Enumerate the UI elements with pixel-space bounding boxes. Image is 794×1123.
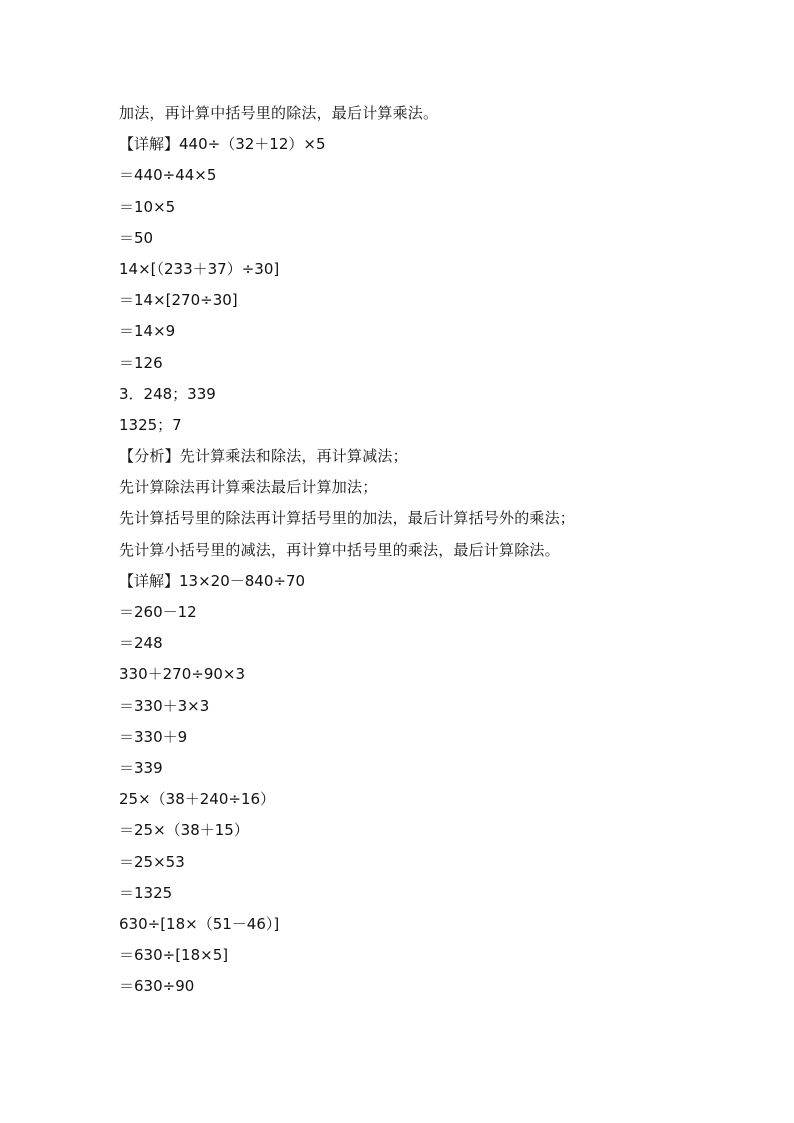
text-line: ＝260－12 xyxy=(119,603,197,621)
text-line: 先计算括号里的除法再计算括号里的加法，最后计算括号外的乘法； xyxy=(119,509,576,528)
text-line: ＝330＋9 xyxy=(119,727,188,746)
text-line: ＝25×（38＋15） xyxy=(119,821,249,840)
text-line: 3．248；339 xyxy=(119,384,216,403)
text-line: 【详解】440÷（32＋12）×5 xyxy=(119,135,326,154)
text-line: ＝10×5 xyxy=(119,197,176,216)
text-line: ＝248 xyxy=(119,634,163,653)
text-line: 先计算除法再计算乘法最后计算加法； xyxy=(119,478,378,497)
text-line: 1325；7 xyxy=(119,415,182,434)
text-line: ＝50 xyxy=(119,228,154,247)
text-line: ＝440÷44×5 xyxy=(119,166,217,185)
text-line: ＝330＋3×3 xyxy=(119,696,210,715)
text-line: 630÷[18×（51－46）] xyxy=(119,914,280,933)
text-line: 【分析】先计算乘法和除法，再计算减法； xyxy=(119,447,408,466)
text-line: 【详解】13×20－840÷70 xyxy=(119,571,306,590)
text-line: 加法，再计算中括号里的除法，最后计算乘法。 xyxy=(119,104,439,122)
text-line: ＝126 xyxy=(119,353,163,372)
solution-text-block xyxy=(119,98,759,1002)
text-line: ＝25×53 xyxy=(119,852,185,871)
text-line: ＝14×[270÷30] xyxy=(119,291,238,310)
text-line: ＝630÷90 xyxy=(119,977,195,996)
text-line: ＝630÷[18×5] xyxy=(119,946,229,965)
text-line: 25×（38＋240÷16） xyxy=(119,790,276,809)
text-line: 330＋270÷90×3 xyxy=(119,665,246,684)
text-line: ＝14×9 xyxy=(119,322,176,341)
text-line: ＝1325 xyxy=(119,883,173,902)
text-line: 先计算小括号里的减法，再计算中括号里的乘法，最后计算除法。 xyxy=(119,540,560,559)
text-line: ＝339 xyxy=(119,758,163,777)
text-line: 14×[（233＋37）÷30] xyxy=(119,259,280,278)
